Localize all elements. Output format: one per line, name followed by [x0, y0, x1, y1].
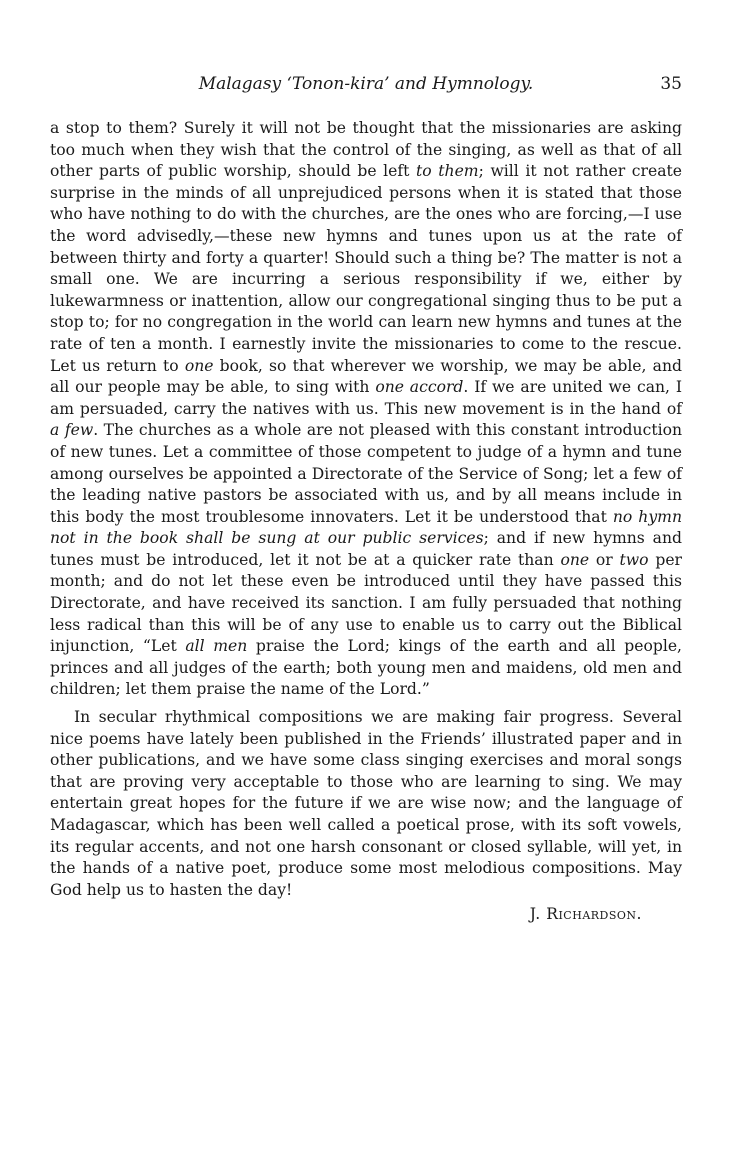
running-head [50, 74, 682, 104]
text-run: . If we are united we can, I am persuaded, carry the natives with us. This new movement is in the hand of [50, 378, 682, 418]
italic-text-run: all men [185, 637, 248, 656]
body-text [50, 118, 682, 901]
italic-text-run: to them [416, 162, 479, 181]
author-signature: J. Richardson. [529, 905, 642, 924]
italic-text-run: one accord [375, 378, 464, 397]
text-run: or [589, 550, 620, 569]
paragraph-1 [50, 118, 682, 701]
text-run: book, so that wherever we worship, we may be able, and all our people may be able, to sing with [50, 356, 682, 397]
italic-text-run: one [560, 550, 590, 569]
text-run: ; and if new hymns and tunes must be introduced, let it not be at a quicker rate than [50, 529, 683, 569]
italic-text-run: no hymn not in the book shall be sung at our public services [50, 507, 682, 548]
text-run: ; will it not rather create surprise in the minds of all unprejudiced persons when it is stated that those who have nothing to do with the churches, are the ones who are forcing,—I use the word advisedly,—these new hymns and tunes upon us at the rate of between thirty and forty a quarter! Should such a thing be? The matter is not a small one. We are incurring a serious responsibility if we, either by lukewarmness or inattention, allow our congregational singing thus to be put a stop to; for no congregation in the world can learn new hymns and tunes at the rate of ten a month. I earnestly invite the missionaries to come to the rescue. Let us return to [50, 162, 683, 375]
italic-text-run: two [619, 550, 649, 569]
page-number: 35 [660, 74, 682, 94]
text-run: In secular rhythmical compositions we are making fair progress. Several nice poems have lately been published in the Friends’ illustrated paper and in other publications, and we have some class singing exercises and moral songs that are proving very acceptable to those who are learning to sing. We may entertain great hopes for the future if we are wise now; and the language of Madagascar, which has been well called a poetical prose, with its soft vowels, its regular accents, and not one harsh consonant or closed syllable, will yet, in the hands of a native poet, produce some most melodious compositions. May God help us to hasten the day! [50, 708, 682, 899]
running-title: Malagasy ‘Tonon-kira’ and Hymnology. [198, 74, 534, 94]
page [50, 74, 682, 923]
italic-text-run: a few [50, 421, 94, 440]
italic-text-run: one [184, 356, 214, 375]
text-run: per month; and do not let these even be introduced until they have passed this Directorate, and have received its sanction. I am fully persuaded that nothing less radical than this will be of any use to enable us to carry out the Biblical injunction, “Let [50, 550, 682, 656]
text-run: a stop to them? Surely it will not be thought that the missionaries are asking too much when they wish that the control of the singing, as well as that of all other parts of public worship, should be left [50, 119, 682, 181]
text-run: . The churches as a whole are not pleased with this constant introduction of new tunes. Let a committee of those competent to judge of a hymn and tune among ourselves be appointed a Directorate of the Service of Song; let a few of the leading native pastors be associated with us, and by all means include in this body the most troublesome innovaters. Let it be understood that [50, 421, 683, 526]
paragraph-2 [50, 707, 682, 901]
text-run: praise the Lord; kings of the earth and all people, princes and all judges of the earth; both young men and maidens, old men and children; let them praise the name of the Lord.” [50, 637, 683, 699]
